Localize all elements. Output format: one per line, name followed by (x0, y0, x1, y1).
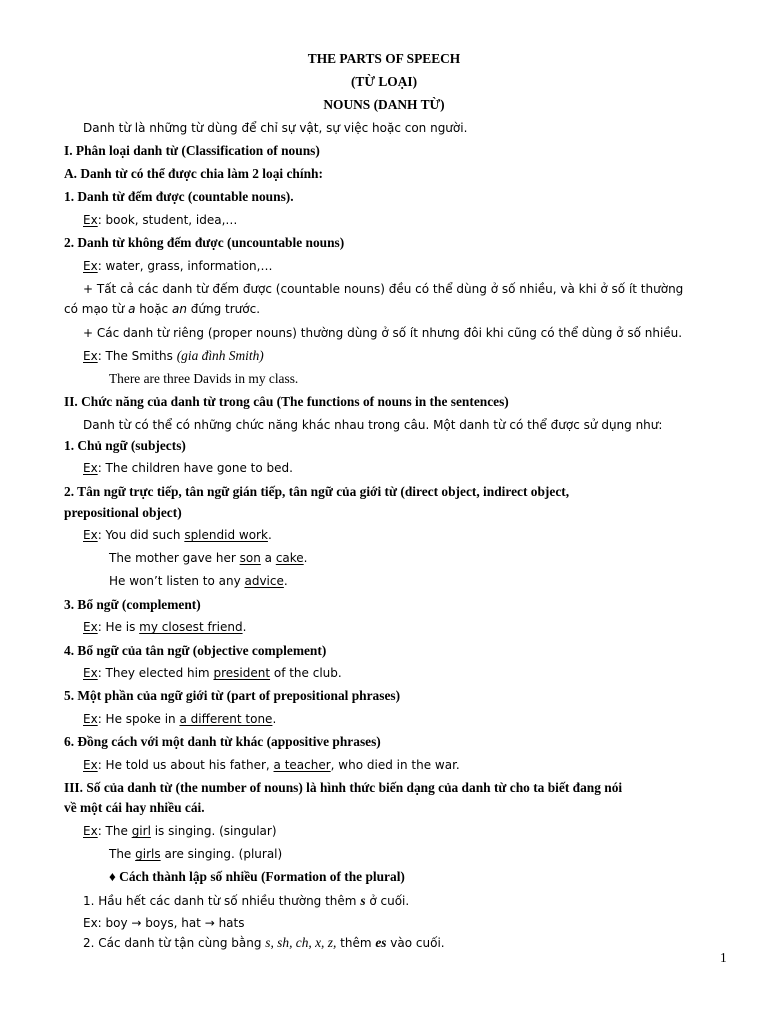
ex-text: : The children have gone to bed. (97, 461, 293, 475)
ex-text: He won’t listen to any (109, 574, 245, 588)
ex-text: : The Smiths (97, 349, 177, 363)
note-text: có mạo từ (64, 302, 129, 316)
ex-text: : He told us about his father, (97, 758, 274, 772)
objects-example-1 (83, 527, 272, 544)
ex-text: are singing. (plural) (160, 847, 283, 861)
suffix-s: s (360, 893, 366, 908)
rule-text: vào cuối. (386, 936, 445, 950)
ex-text: : He spoke in (97, 712, 180, 726)
ex-label: Ex (83, 349, 98, 363)
plural-rule-1 (83, 892, 409, 910)
section-1-sub-a: A. Danh từ có thể được chia làm 2 loại chính: (64, 166, 323, 181)
ex-text: The mother gave her (109, 551, 240, 565)
page-number: 1 (720, 950, 727, 965)
uncountable-example (83, 258, 272, 275)
appositive-heading: 6. Đồng cách với một danh từ khác (appositive phrases) (64, 734, 381, 749)
ex-text: : The (97, 824, 132, 838)
objects-heading-line2: prepositional object) (64, 505, 182, 520)
ex-text: : book, student, idea,… (97, 213, 238, 227)
ex-label: Ex (83, 620, 98, 634)
ex-label: Ex (83, 528, 98, 542)
underlined-noun: my closest friend (139, 620, 243, 634)
section-3-heading-line1: III. Số của danh từ (the number of nouns) là hình thức biến dạng của danh từ cho ta biết đang nói (64, 780, 623, 795)
number-example-2 (109, 846, 282, 863)
section-2-heading: II. Chức năng của danh từ trong câu (The functions of nouns in the sentences) (64, 394, 509, 409)
proper-noun-example-2: There are three Davids in my class. (109, 371, 299, 386)
section-2-intro: Danh từ có thể có những chức năng khác nhau trong câu. Một danh từ có thể được sử dụng như: (83, 418, 663, 432)
ex-text: . (267, 528, 272, 542)
plural-rule-1-example: Ex: boy → boys, hat → hats (83, 916, 245, 930)
proper-noun-example (83, 347, 264, 365)
rule-text: 2. Các danh từ tận cùng bằng (83, 936, 266, 950)
rule-text: ở cuối. (365, 894, 410, 908)
ex-label: Ex (83, 461, 98, 475)
ex-label: Ex (83, 213, 98, 227)
underlined-noun: son (239, 551, 261, 565)
ex-label: Ex (83, 712, 98, 726)
underlined-noun: a different tone (179, 712, 273, 726)
ex-text: : They elected him (97, 666, 214, 680)
section-3-heading-line2: về một cái hay nhiều cái. (64, 800, 205, 815)
ex-text: a (260, 551, 276, 565)
rule-text: thêm (336, 936, 376, 950)
doc-title: THE PARTS OF SPEECH (307, 51, 461, 66)
note-proper-nouns: + Các danh từ riêng (proper nouns) thường dùng ở số ít nhưng đôi khi cũng có thể dùng ở số nhiều. (83, 326, 683, 340)
prepositional-example (83, 711, 276, 728)
doc-subtitle: (TỪ LOẠI) (350, 74, 418, 89)
ex-text: . (283, 574, 288, 588)
plural-rule-2 (83, 934, 445, 952)
objects-heading-line1: 2. Tân ngữ trực tiếp, tân ngữ gián tiếp, tân ngữ của giới từ (direct object, indirect object, (64, 484, 570, 499)
endings-list: s, sh, ch, x, z, (265, 935, 337, 950)
objects-example-2 (109, 550, 308, 567)
article-an: an (171, 302, 187, 316)
note-countable-line1: + Tất cả các danh từ đếm được (countable nouns) đều có thể dùng ở số nhiều, và khi ở số ít thường (83, 282, 684, 296)
underlined-noun: advice (244, 574, 284, 588)
underlined-noun: president (213, 666, 271, 680)
ex-label: Ex (83, 824, 98, 838)
ex-label: Ex (83, 758, 98, 772)
section-title: NOUNS (DANH TỪ) (323, 97, 445, 112)
ex-text: : You did such (97, 528, 185, 542)
ex-text: : water, grass, information,… (97, 259, 273, 273)
complement-heading: 3. Bổ ngữ (complement) (64, 597, 201, 612)
complement-example (83, 619, 246, 636)
subjects-heading: 1. Chủ ngữ (subjects) (64, 438, 186, 453)
countable-example (83, 212, 237, 229)
underlined-noun: girls (135, 847, 161, 861)
plural-formation-heading: ♦ Cách thành lập số nhiều (Formation of the plural) (109, 869, 405, 884)
section-1-heading: I. Phân loại danh từ (Classification of nouns) (64, 143, 320, 158)
ex-text: . (242, 620, 247, 634)
note-countable-line2 (64, 301, 260, 318)
underlined-noun: splendid work (184, 528, 268, 542)
ex-text: of the club. (270, 666, 342, 680)
number-example-1 (83, 823, 277, 840)
ex-text: . (272, 712, 277, 726)
appositive-example (83, 757, 460, 774)
note-text: hoặc (135, 302, 172, 316)
countable-heading: 1. Danh từ đếm được (countable nouns). (64, 189, 294, 204)
suffix-es: es (375, 935, 387, 950)
prepositional-heading: 5. Một phần của ngữ giới từ (part of prepositional phrases) (64, 688, 401, 703)
rule-text: 1. Hầu hết các danh từ số nhiều thường thêm (83, 894, 361, 908)
underlined-noun: girl (131, 824, 151, 838)
objective-complement-example (83, 665, 342, 682)
ex-label: Ex (83, 259, 98, 273)
underlined-noun: a teacher (273, 758, 331, 772)
ex-text: . (303, 551, 308, 565)
intro-text: Danh từ là những từ dùng để chỉ sự vật, sự việc hoặc con người. (83, 121, 468, 135)
ex-label: Ex (83, 666, 98, 680)
objects-example-3 (109, 573, 288, 590)
article-a: a (128, 302, 136, 316)
uncountable-heading: 2. Danh từ không đếm được (uncountable nouns) (64, 235, 345, 250)
ex-text: The (109, 847, 136, 861)
underlined-noun: cake (275, 551, 304, 565)
ex-gloss: (gia đình Smith) (176, 348, 264, 363)
ex-text: : He is (97, 620, 140, 634)
ex-text: , who died in the war. (330, 758, 460, 772)
note-text: đứng trước. (186, 302, 261, 316)
subjects-example (83, 460, 293, 477)
ex-text: is singing. (singular) (150, 824, 277, 838)
objective-complement-heading: 4. Bổ ngữ của tân ngữ (objective complement) (64, 643, 327, 658)
